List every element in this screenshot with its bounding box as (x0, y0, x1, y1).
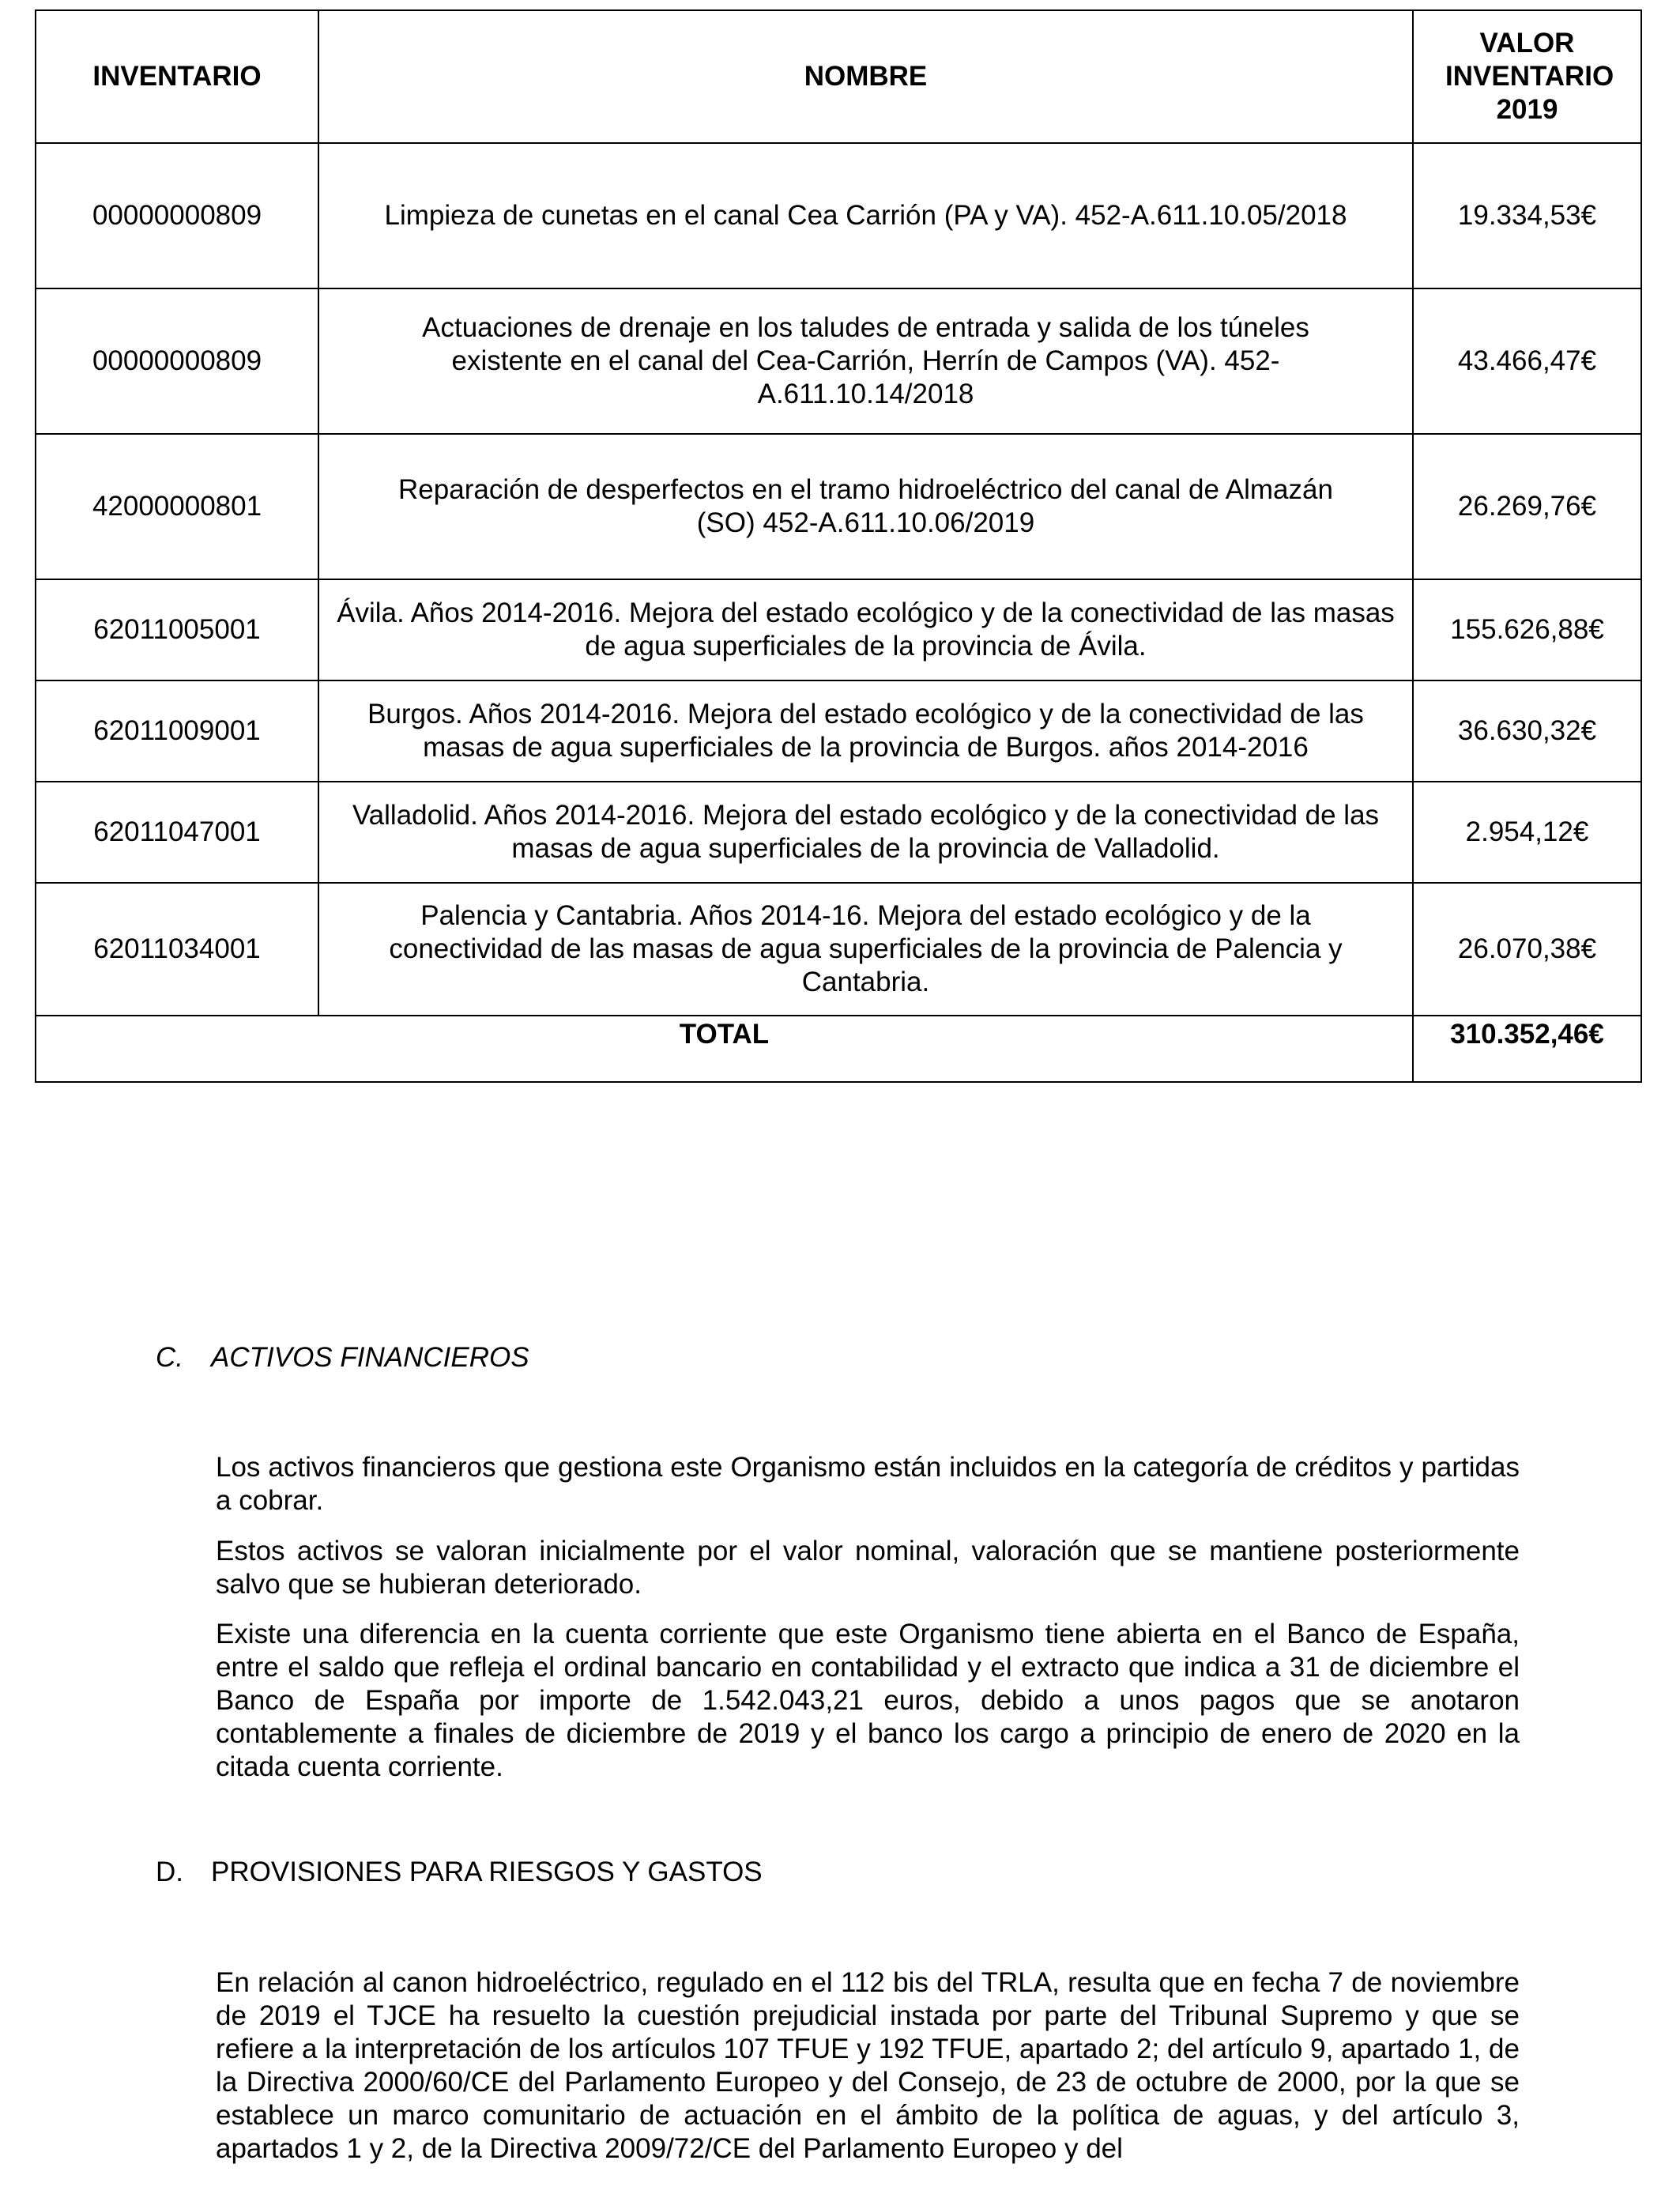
cell-inventario: 00000000809 (36, 288, 318, 434)
cell-inventario: 62011047001 (36, 782, 318, 883)
table-total-row (36, 1016, 1641, 1082)
table-row (36, 782, 1641, 883)
cell-valor: 19.334,53€ (1413, 143, 1641, 288)
section-c-paragraph-2: Estos activos se valoran inicialmente por el valor nominal, valoración que se mantiene posteriormente salvo que se hubieran deteriorado. (216, 1536, 1520, 1600)
cell-valor: 26.070,38€ (1413, 883, 1641, 1016)
cell-valor: 26.269,76€ (1413, 434, 1641, 579)
section-d-title: PROVISIONES PARA RIESGOS Y GASTOS (211, 1857, 763, 1887)
section-d-paragraph-1: En relación al canon hidroeléctrico, regulado en el 112 bis del TRLA, resulta que en fecha 7 de noviembre de 2019 el TJCE ha resuelto la cuestión prejudicial instada por parte del Tribunal Supremo y que se refiere a la interpretación de los artículos 107 TFUE y 192 TFUE, apartado 2; del artículo 9, apartado 1, de la Directiva 2000/60/CE del Parlamento Europeo y del Consejo, de 23 de octubre de 2000, por la que se establece un marco comunitario de actuación en el ámbito de la política de aguas, y del artículo 3, apartados 1 y 2, de la Directiva 2009/72/CE del Parlamento Europeo y del (216, 1967, 1520, 2164)
section-d-letter: D. (156, 1857, 183, 1887)
header-nombre: NOMBRE (318, 10, 1413, 143)
section-c-paragraph-1: Los activos financieros que gestiona este Organismo están incluidos en la categoría de créditos y partidas a cobrar. (216, 1452, 1520, 1516)
cell-inventario: 62011009001 (36, 680, 318, 782)
header-valor: VALOR INVENTARIO 2019 (1413, 10, 1641, 143)
section-c-letter: C. (156, 1342, 183, 1373)
section-c-paragraph-3: Existe una diferencia en la cuenta corriente que este Organismo tiene abierta en el Banco de España, entre el saldo que refleja el ordinal bancario en contabilidad y el extracto que indica a 31 de diciembre el Banco de España por importe de 1.542.043,21 euros, debido a unos pagos que se anotaron contablemente a finales de diciembre de 2019 y el banco los cargo a principio de enero de 2020 en la citada cuenta corriente. (216, 1619, 1520, 1782)
table-row (36, 579, 1641, 680)
cell-nombre: Palencia y Cantabria. Años 2014-16. Mejora del estado ecológico y de la conectividad de las masas de agua superficiales de la provincia de Palencia y Cantabria. (318, 883, 1413, 1016)
table-row (36, 883, 1641, 1016)
cell-nombre: Actuaciones de drenaje en los taludes de entrada y salida de los túneles existente en el canal del Cea-Carrión, Herrín de Campos (VA). 452-A.611.10.14/2018 (318, 288, 1413, 434)
cell-inventario: 00000000809 (36, 143, 318, 288)
section-c-title: ACTIVOS FINANCIEROS (211, 1342, 529, 1373)
section-c-heading (156, 1341, 529, 1374)
table-row (36, 143, 1641, 288)
cell-nombre: Valladolid. Años 2014-2016. Mejora del estado ecológico y de la conectividad de las masas de agua superficiales de la provincia de Valladolid. (318, 782, 1413, 883)
cell-inventario: 62011034001 (36, 883, 318, 1016)
cell-nombre: Limpieza de cunetas en el canal Cea Carrión (PA y VA). 452-A.611.10.05/2018 (318, 143, 1413, 288)
total-value: 310.352,46€ (1413, 1016, 1641, 1082)
cell-valor: 155.626,88€ (1413, 579, 1641, 680)
cell-inventario: 42000000801 (36, 434, 318, 579)
cell-nombre: Burgos. Años 2014-2016. Mejora del estado ecológico y de la conectividad de las masas de agua superficiales de la provincia de Burgos. años 2014-2016 (318, 680, 1413, 782)
section-d-heading (156, 1856, 763, 1889)
inventory-table (35, 9, 1642, 1083)
total-label: TOTAL (36, 1016, 1413, 1082)
cell-inventario: 62011005001 (36, 579, 318, 680)
cell-valor: 2.954,12€ (1413, 782, 1641, 883)
header-inventario: INVENTARIO (36, 10, 318, 143)
cell-nombre: Ávila. Años 2014-2016. Mejora del estado ecológico y de la conectividad de las masas de agua superficiales de la provincia de Ávila. (318, 579, 1413, 680)
table-row (36, 680, 1641, 782)
table-header-row (36, 10, 1641, 143)
table-row (36, 434, 1641, 579)
cell-valor: 36.630,32€ (1413, 680, 1641, 782)
cell-valor: 43.466,47€ (1413, 288, 1641, 434)
table-row (36, 288, 1641, 434)
cell-nombre: Reparación de desperfectos en el tramo hidroeléctrico del canal de Almazán (SO) 452-A.611.10.06/2019 (318, 434, 1413, 579)
